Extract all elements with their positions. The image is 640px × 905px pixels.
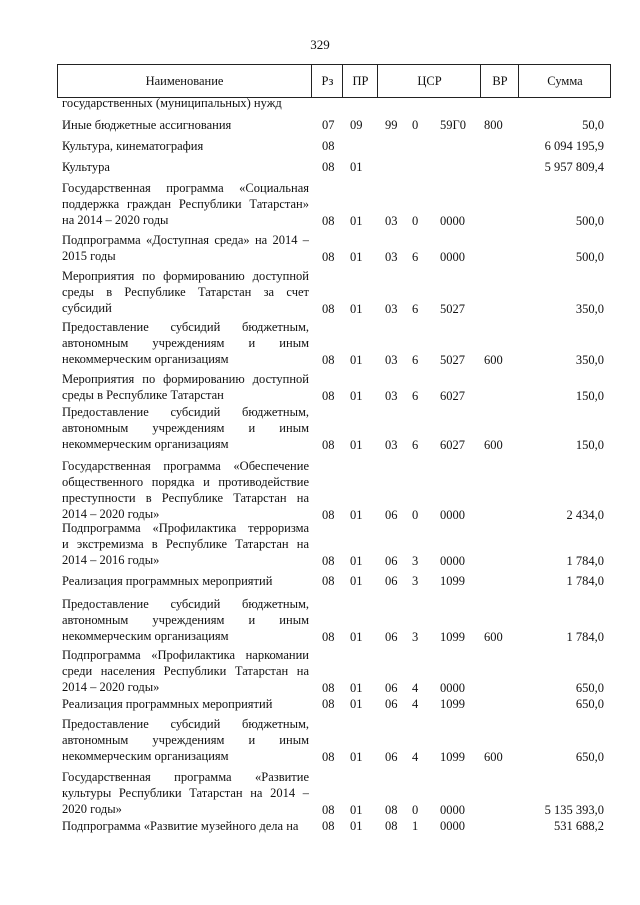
row-sum: 1 784,0 — [566, 630, 604, 644]
row-csr-direction: 0000 — [440, 214, 465, 228]
row-name-line: Подпрограмма «Профилактика наркомании — [62, 648, 309, 662]
row-name-line: Предоставление субсидий бюджетным, — [62, 320, 309, 334]
row-csr-direction: 1099 — [440, 630, 465, 644]
row-rz: 08 — [322, 214, 335, 228]
row-csr-program: 08 — [385, 803, 398, 817]
row-name — [62, 404, 309, 452]
row-csr-program: 03 — [385, 389, 398, 403]
row-pr: 01 — [350, 697, 363, 711]
row-name-line: Государственная программа «Обеспечение — [62, 459, 309, 473]
row-name — [62, 520, 309, 568]
row-rz: 08 — [322, 554, 335, 568]
row-csr-direction: 1099 — [440, 697, 465, 711]
row-csr-program: 03 — [385, 214, 398, 228]
row-pr: 09 — [350, 118, 363, 132]
row-name — [62, 371, 309, 403]
row-name — [62, 647, 309, 695]
row-name — [62, 716, 309, 764]
row-csr-subprogram: 1 — [412, 819, 419, 833]
row-name-line: автономным учреждениям и иным — [62, 421, 309, 435]
row-csr-program: 06 — [385, 508, 398, 522]
row-csr-subprogram: 6 — [412, 302, 419, 316]
row-name-line: на 2014 – 2020 годы — [62, 213, 169, 227]
row-csr-direction: 0000 — [440, 803, 465, 817]
row-pr: 01 — [350, 160, 363, 174]
row-name — [62, 696, 309, 712]
row-name-line: общественного порядка и противодействие — [62, 475, 309, 489]
row-csr-program: 06 — [385, 630, 398, 644]
row-pr: 01 — [350, 250, 363, 264]
row-name — [62, 159, 309, 175]
row-vr: 600 — [484, 353, 503, 367]
row-sum: 650,0 — [575, 697, 604, 711]
row-name-line: Предоставление субсидий бюджетным, — [62, 717, 309, 731]
row-rz: 08 — [322, 630, 335, 644]
row-pr: 01 — [350, 389, 363, 403]
row-rz: 08 — [322, 819, 335, 833]
row-csr-subprogram: 3 — [412, 630, 419, 644]
row-csr-direction: 0000 — [440, 508, 465, 522]
row-csr-program: 06 — [385, 697, 398, 711]
row-name-line: Культура, кинематография — [62, 139, 204, 153]
row-csr-subprogram: 4 — [412, 697, 419, 711]
row-name — [62, 232, 309, 264]
row-name-line: некоммерческим организациям — [62, 749, 229, 763]
row-sum: 350,0 — [575, 353, 604, 367]
row-name-line: автономным учреждениям и иным — [62, 733, 309, 747]
row-rz: 08 — [322, 750, 335, 764]
row-csr-subprogram: 6 — [412, 389, 419, 403]
row-name-line: 2014 – 2016 годы» — [62, 553, 160, 567]
row-name — [62, 138, 309, 154]
row-csr-subprogram: 4 — [412, 750, 419, 764]
row-csr-subprogram: 3 — [412, 554, 419, 568]
row-rz: 08 — [322, 697, 335, 711]
row-csr-direction: 0000 — [440, 250, 465, 264]
row-csr-subprogram: 0 — [412, 118, 419, 132]
row-name-line: некоммерческим организациям — [62, 352, 229, 366]
row-csr-direction: 59Г0 — [440, 118, 466, 132]
row-sum: 150,0 — [575, 438, 604, 452]
row-sum: 5 135 393,0 — [544, 803, 604, 817]
header-vr: ВР — [480, 65, 519, 97]
row-name-line: автономным учреждениям и иным — [62, 336, 309, 350]
row-sum: 6 094 195,9 — [544, 139, 604, 153]
row-csr-direction: 0000 — [440, 819, 465, 833]
row-name-line: 2014 – 2020 годы» — [62, 680, 160, 694]
row-pr: 01 — [350, 353, 363, 367]
row-name-line: среди населения Республики Татарстан на — [62, 664, 309, 678]
row-pr: 01 — [350, 681, 363, 695]
row-name-line: Государственная программа «Социальная — [62, 181, 309, 195]
row-csr-direction: 5027 — [440, 302, 465, 316]
row-vr: 600 — [484, 438, 503, 452]
table-header — [57, 64, 611, 98]
row-name-line: Реализация программных мероприятий — [62, 574, 273, 588]
row-pr: 01 — [350, 819, 363, 833]
row-csr-program: 06 — [385, 750, 398, 764]
row-rz: 08 — [322, 160, 335, 174]
row-pr: 01 — [350, 214, 363, 228]
row-pr: 01 — [350, 750, 363, 764]
row-name-line: 2014 – 2020 годы» — [62, 507, 160, 521]
row-csr-program: 06 — [385, 554, 398, 568]
row-name-line: культуры Республики Татарстан на 2014 – — [62, 786, 309, 800]
row-name — [62, 117, 309, 133]
row-name-line: среды в Республике Татарстан — [62, 388, 224, 402]
row-name-line: Культура — [62, 160, 110, 174]
row-sum: 2 434,0 — [566, 508, 604, 522]
row-vr: 600 — [484, 750, 503, 764]
row-pr: 01 — [350, 574, 363, 588]
row-csr-subprogram: 0 — [412, 214, 419, 228]
row-name-line: 2020 годы» — [62, 802, 122, 816]
row-csr-direction: 1099 — [440, 750, 465, 764]
row-csr-subprogram: 6 — [412, 250, 419, 264]
row-name-line: Иные бюджетные ассигнования — [62, 118, 232, 132]
row-name-line: государственных (муниципальных) нужд — [62, 96, 282, 110]
header-pr: ПР — [342, 65, 378, 97]
row-sum: 5 957 809,4 — [544, 160, 604, 174]
row-pr: 01 — [350, 554, 363, 568]
row-csr-direction: 5027 — [440, 353, 465, 367]
row-name-line: Подпрограмма «Развитие музейного дела на — [62, 819, 299, 833]
row-rz: 07 — [322, 118, 335, 132]
row-vr: 600 — [484, 630, 503, 644]
row-name-line: и экстремизма в Республике Татарстан на — [62, 537, 309, 551]
row-name-line: Реализация программных мероприятий — [62, 697, 273, 711]
row-sum: 150,0 — [575, 389, 604, 403]
header-rz: Рз — [311, 65, 343, 97]
row-sum: 500,0 — [575, 214, 604, 228]
row-name-line: Подпрограмма «Профилактика терроризма — [62, 521, 309, 535]
row-csr-subprogram: 0 — [412, 803, 419, 817]
row-csr-direction: 0000 — [440, 681, 465, 695]
row-name-line: Мероприятия по формированию доступной — [62, 372, 309, 386]
row-csr-subprogram: 6 — [412, 353, 419, 367]
row-sum: 350,0 — [575, 302, 604, 316]
row-name-line: некоммерческим организациям — [62, 437, 229, 451]
row-csr-program: 08 — [385, 819, 398, 833]
row-csr-subprogram: 4 — [412, 681, 419, 695]
row-name — [62, 458, 309, 522]
row-rz: 08 — [322, 574, 335, 588]
row-name-line: Предоставление субсидий бюджетным, — [62, 405, 309, 419]
row-name — [62, 268, 309, 316]
header-csr: ЦСР — [377, 65, 481, 97]
row-sum: 531 688,2 — [554, 819, 604, 833]
row-csr-program: 03 — [385, 353, 398, 367]
row-csr-subprogram: 6 — [412, 438, 419, 452]
row-sum: 1 784,0 — [566, 574, 604, 588]
row-name-line: поддержка граждан Республики Татарстан» — [62, 197, 309, 211]
row-rz: 08 — [322, 803, 335, 817]
row-rz: 08 — [322, 302, 335, 316]
row-rz: 08 — [322, 250, 335, 264]
page-number: 329 — [310, 37, 330, 52]
row-csr-subprogram: 3 — [412, 574, 419, 588]
row-sum: 650,0 — [575, 750, 604, 764]
header-name: Наименование — [145, 74, 224, 88]
row-vr: 800 — [484, 118, 503, 132]
row-csr-direction: 1099 — [440, 574, 465, 588]
row-name — [62, 319, 309, 367]
row-name-line: среды в Республике Татарстан за счет — [62, 285, 309, 299]
row-name-line: Подпрограмма «Доступная среда» на 2014 – — [62, 233, 309, 247]
row-name-line: преступности в Республике Татарстан на — [62, 491, 309, 505]
row-name — [62, 180, 309, 228]
row-name-line: субсидий — [62, 301, 112, 315]
row-csr-program: 06 — [385, 574, 398, 588]
row-name — [62, 573, 309, 589]
row-name-line: некоммерческим организациям — [62, 629, 229, 643]
row-csr-program: 06 — [385, 681, 398, 695]
row-rz: 08 — [322, 508, 335, 522]
row-csr-direction: 6027 — [440, 389, 465, 403]
row-csr-program: 03 — [385, 438, 398, 452]
row-sum: 1 784,0 — [566, 554, 604, 568]
row-pr: 01 — [350, 803, 363, 817]
row-name-line: Предоставление субсидий бюджетным, — [62, 597, 309, 611]
row-csr-direction: 6027 — [440, 438, 465, 452]
row-pr: 01 — [350, 302, 363, 316]
row-name — [62, 95, 309, 111]
row-name-line: Государственная программа «Развитие — [62, 770, 309, 784]
row-sum: 500,0 — [575, 250, 604, 264]
row-csr-subprogram: 0 — [412, 508, 419, 522]
row-csr-program: 99 — [385, 118, 398, 132]
row-csr-program: 03 — [385, 302, 398, 316]
row-rz: 08 — [322, 438, 335, 452]
row-name-line: автономным учреждениям и иным — [62, 613, 309, 627]
row-pr: 01 — [350, 508, 363, 522]
header-sum: Сумма — [518, 65, 611, 97]
row-sum: 650,0 — [575, 681, 604, 695]
row-name — [62, 818, 309, 834]
row-name — [62, 596, 309, 644]
row-csr-program: 03 — [385, 250, 398, 264]
row-name — [62, 769, 309, 817]
row-name-line: Мероприятия по формированию доступной — [62, 269, 309, 283]
row-rz: 08 — [322, 353, 335, 367]
row-pr: 01 — [350, 630, 363, 644]
row-rz: 08 — [322, 389, 335, 403]
row-rz: 08 — [322, 139, 335, 153]
row-rz: 08 — [322, 681, 335, 695]
row-csr-direction: 0000 — [440, 554, 465, 568]
row-sum: 50,0 — [582, 118, 604, 132]
row-pr: 01 — [350, 438, 363, 452]
row-name-line: 2015 годы — [62, 249, 116, 263]
